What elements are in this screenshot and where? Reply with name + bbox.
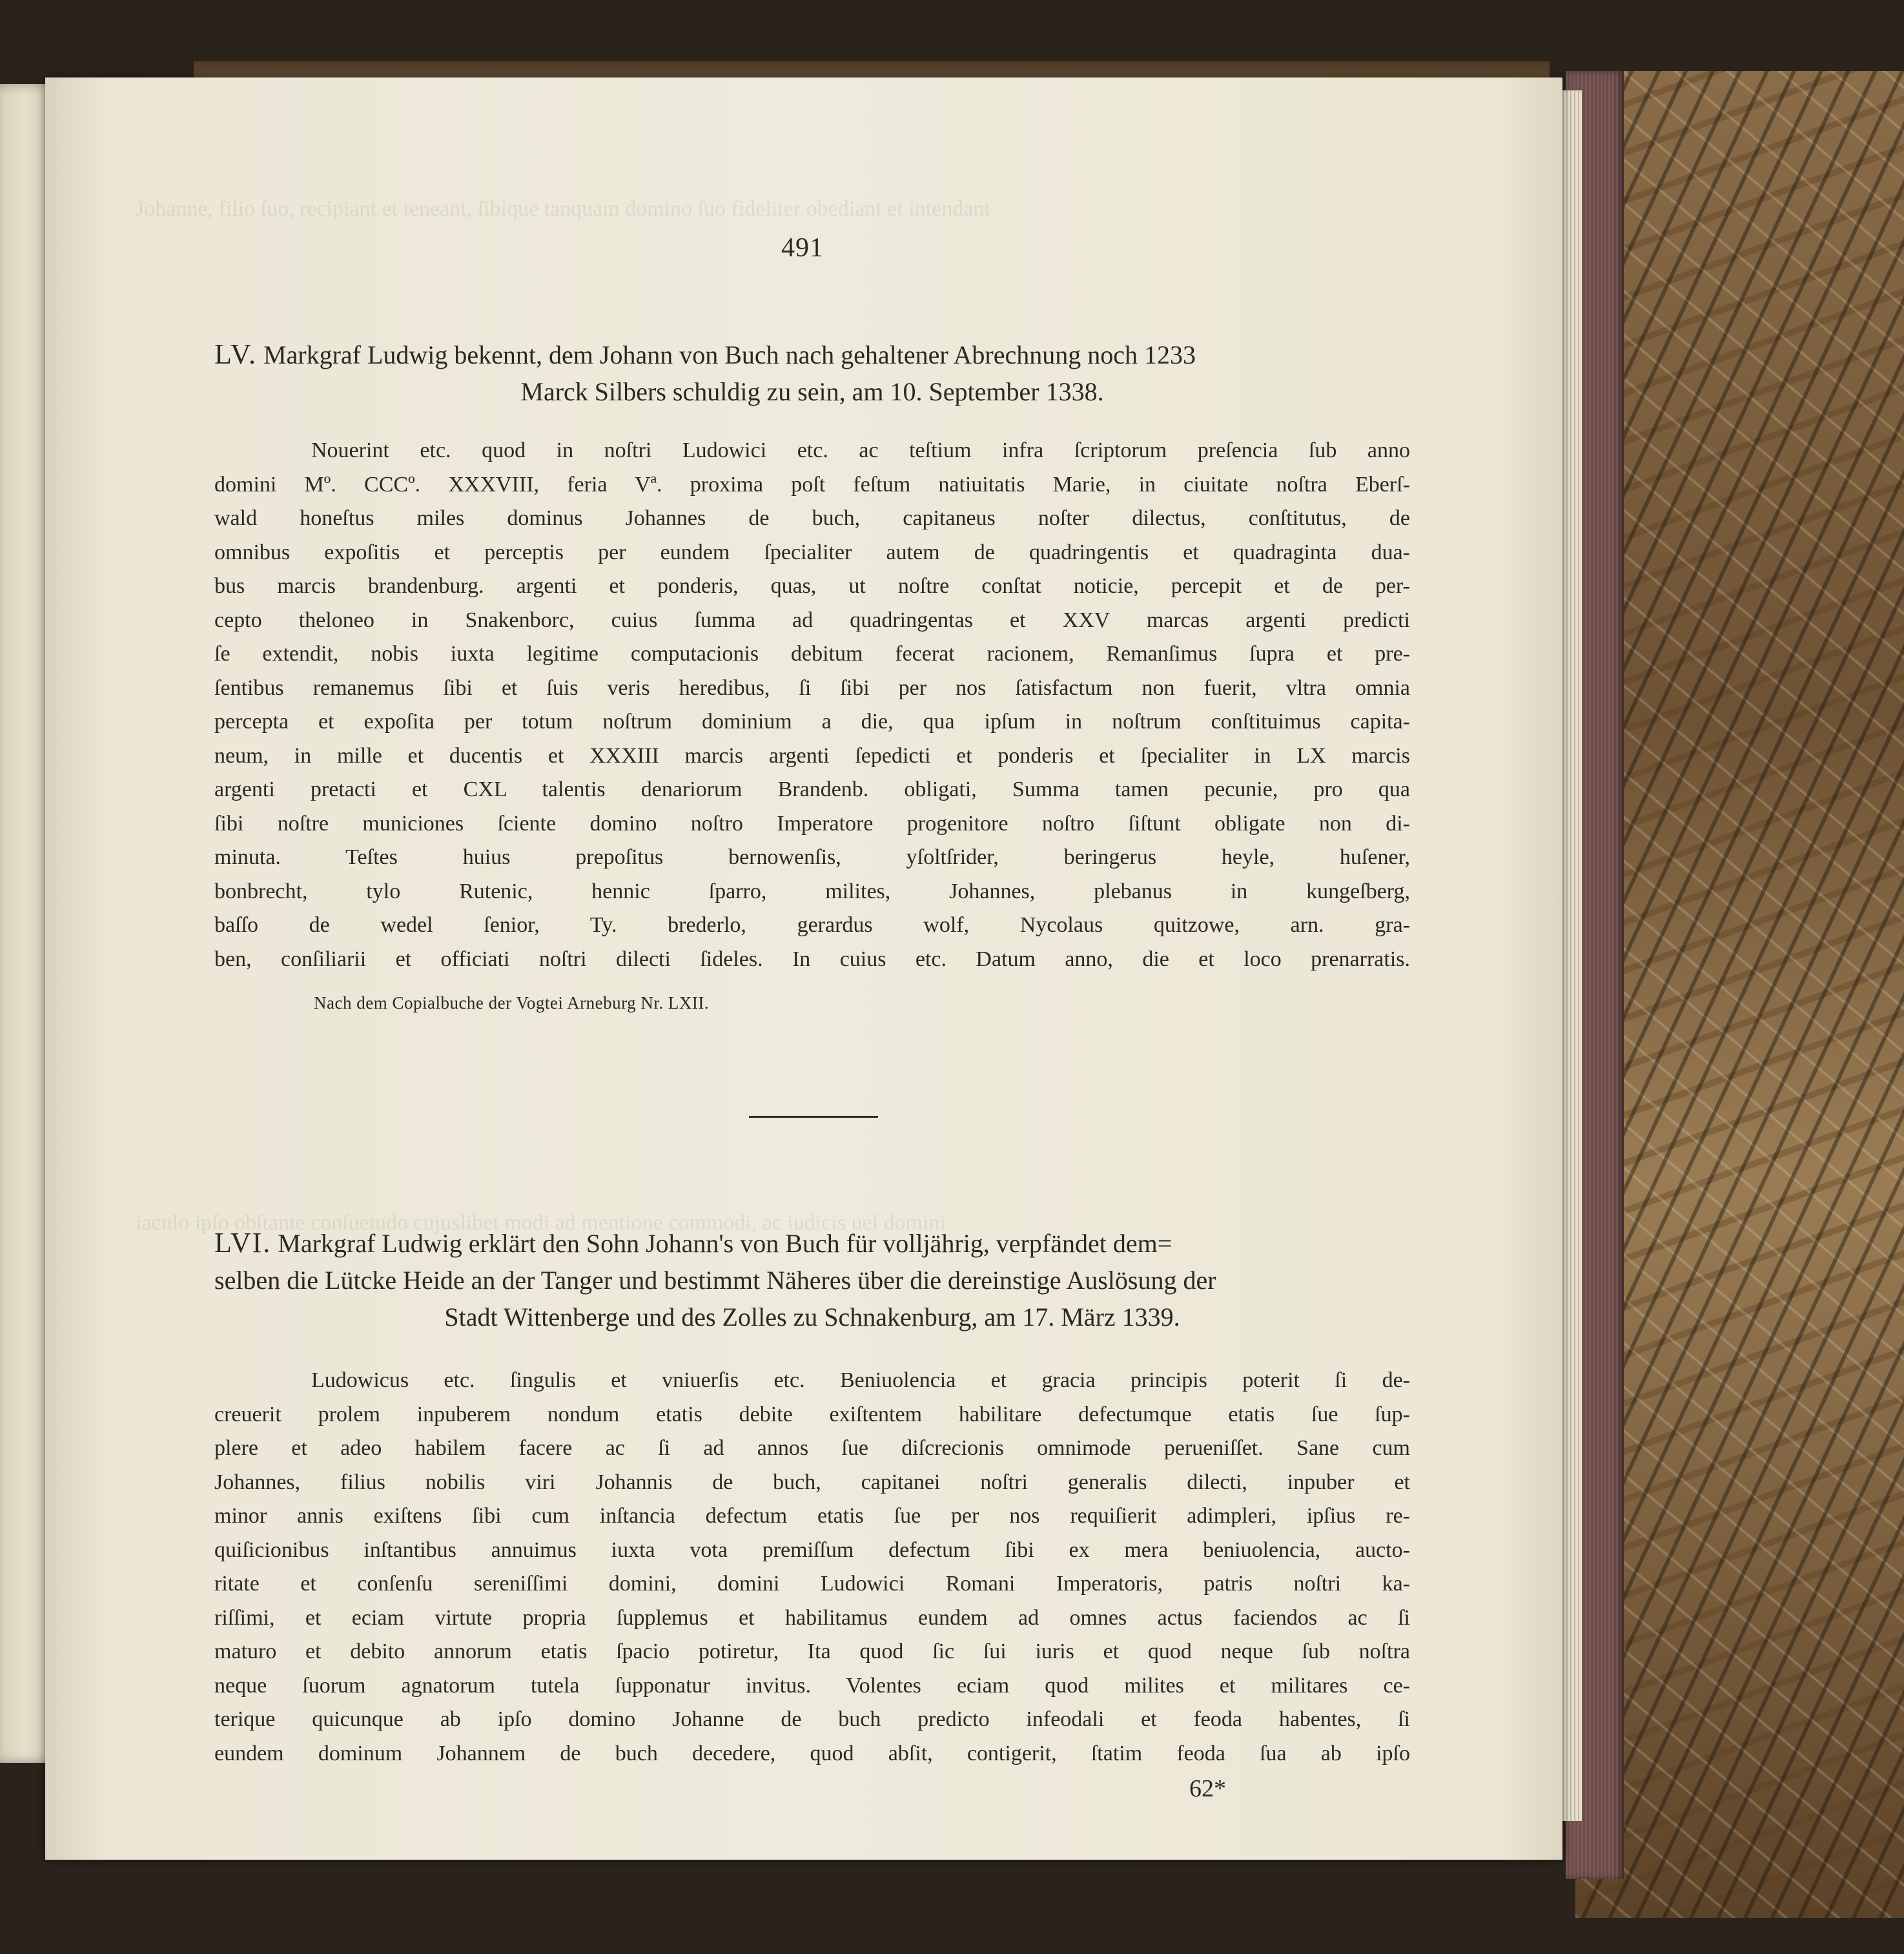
section-lvi-heading bbox=[214, 1224, 1410, 1335]
text-line: eundem dominum Johannem de buch decedere, quod abſit, contigerit, ſtatim feoda ſua ab ipſo bbox=[214, 1741, 1410, 1765]
bleed-through-text: iaculo ipſo obſtante conſuetudo cujuslibet modi ad mentione commodi, ac iudicis uel domini bbox=[136, 1211, 946, 1235]
text-line: baſſo de wedel ſenior, Ty. brederlo, gerardus wolf, Nycolaus quitzowe, arn. gra- bbox=[214, 913, 1410, 937]
text-line: bonbrecht, tylo Rutenic, hennic ſparro, milites, Johannes, plebanus in kungeſberg, bbox=[214, 879, 1410, 903]
source-citation: Nach dem Copialbuche der Vogtei Arneburg Nr. LXII. bbox=[314, 993, 710, 1013]
marbled-cover-board bbox=[1575, 71, 1904, 1918]
text-line: quiſicionibus inſtantibus annuimus iuxta vota premiſſum defectum ſibi ex mera beniuolencia, aucto- bbox=[214, 1537, 1410, 1562]
text-line: bus marcis brandenburg. argenti et ponderis, quas, ut noſtre conſtat noticie, percepit et de per- bbox=[214, 574, 1410, 598]
section-divider bbox=[749, 1116, 878, 1118]
text-line: percepta et expoſita per totum noſtrum dominium a die, qua ipſum in noſtrum conſtituimus capita- bbox=[214, 710, 1410, 734]
text-line: argenti pretacti et CXL talentis denariorum Brandenb. obligati, Summa tamen pecunie, pro qua bbox=[214, 777, 1410, 801]
book-page bbox=[45, 77, 1562, 1860]
text-line: creuerit prolem inpuberem nondum etatis debite exiſtentem habilitare defectumque etatis ſue ſup- bbox=[214, 1402, 1410, 1426]
text-line: ſentibus remanemus ſibi et ſuis veris heredibus, ſi ſibi per nos ſatisfactum non fuerit, vltra omnia bbox=[214, 675, 1410, 700]
text-line: cepto theloneo in Snakenborc, cuius ſumma ad quadringentas et XXV marcas argenti predicti bbox=[214, 608, 1410, 632]
text-line: Ludowicus etc. ſingulis et vniuerſis etc. Beniuolencia et gracia principis poterit ſi de- bbox=[311, 1368, 1410, 1392]
section-lv-body bbox=[214, 434, 1410, 976]
section-lv-heading bbox=[214, 336, 1410, 410]
heading-line: Markgraf Ludwig bekennt, dem Johann von Buch nach gehaltener Abrechnung noch 1233 bbox=[263, 340, 1196, 369]
text-line: terique quicunque ab ipſo domino Johanne de buch predicto infeodali et feoda habentes, ſi bbox=[214, 1707, 1410, 1731]
signature-mark: 62* bbox=[1189, 1775, 1226, 1802]
text-line: neque ſuorum agnatorum tutela ſupponatur invitus. Volentes eciam quod milites et militares ce- bbox=[214, 1673, 1410, 1698]
heading-line: Stadt Wittenberge und des Zolles zu Schnakenburg, am 17. März 1339. bbox=[444, 1302, 1180, 1332]
text-line: ſe extendit, nobis iuxta legitime computacionis debitum fecerat racionem, Remanſimus ſupra et pre- bbox=[214, 642, 1410, 666]
text-line: ritate et conſenſu sereniſſimi domini, domini Ludowici Romani Imperatoris, patris noſtri ka- bbox=[214, 1572, 1410, 1596]
text-line: ben, conſiliarii et officiati noſtri dilecti ſideles. In cuius etc. Datum anno, die et loco prenarratis. bbox=[214, 947, 1410, 971]
text-line: plere et adeo habilem facere ac ſi ad annos ſue diſcrecionis omnimode perueniſſet. Sane cum bbox=[214, 1436, 1410, 1460]
text-line: maturo et debito annorum etatis ſpacio potiretur, Ita quod ſic ſui iuris et quod neque ſub noſtra bbox=[214, 1640, 1410, 1663]
section-numeral: LVI. bbox=[214, 1227, 272, 1259]
text-line: minor annis exiſtens ſibi cum inſtancia defectum etatis ſue per nos requiſierit adimpleri, ipſius re- bbox=[214, 1504, 1410, 1528]
text-line: domini Mº. CCCº. XXXVIII, feria Vª. proxima poſt feſtum natiuitatis Marie, in ciuitate noſtra Eberſ- bbox=[214, 472, 1410, 497]
text-line: ſibi noſtre municiones ſciente domino noſtro Imperatore progenitore noſtro ſiſtunt obligate non di- bbox=[214, 811, 1410, 836]
text-line: Johannes, filius nobilis viri Johannis de buch, capitanei noſtri generalis dilecti, inpuber et bbox=[214, 1470, 1410, 1494]
page-number: 491 bbox=[781, 233, 824, 263]
heading-line: selben die Lütcke Heide an der Tanger und bestimmt Näheres über die dereinstige Auslösung der bbox=[214, 1266, 1216, 1295]
text-line: neum, in mille et ducentis et XXXIII marcis argenti ſepedicti et ponderis et ſpecialiter in LX marcis bbox=[214, 743, 1410, 768]
heading-line: Markgraf Ludwig erklärt den Sohn Johann's von Buch für volljährig, verpfändet dem= bbox=[278, 1229, 1172, 1258]
section-numeral: LV. bbox=[214, 338, 257, 370]
bleed-through-text: Johanne, filio ſuo, recipiant et teneant, ſibique tanquam domino ſuo fideliter obediant et intendant bbox=[136, 197, 990, 221]
text-line: omnibus expoſitis et perceptis per eundem ſpecialiter autem de quadringentis et quadraginta dua- bbox=[214, 540, 1410, 564]
section-lvi-body bbox=[214, 1364, 1410, 1771]
heading-line: Marck Silbers schuldig zu sein, am 10. September 1338. bbox=[520, 377, 1104, 406]
text-line: wald honeſtus miles dominus Johannes de buch, capitaneus noſter dilectus, conſtitutus, de bbox=[214, 506, 1410, 530]
text-line: minuta. Teſtes huius prepoſitus bernowenſis, yſoltſrider, beringerus heyle, huſener, bbox=[214, 845, 1410, 869]
text-line: riſſimi, et eciam virtute propria ſupplemus et habilitamus eundem ad omnes actus faciendos ac ſi bbox=[214, 1605, 1410, 1630]
text-line: Nouerint etc. quod in noſtri Ludowici etc. ac teſtium infra ſcriptorum preſencia ſub anno bbox=[311, 438, 1410, 462]
